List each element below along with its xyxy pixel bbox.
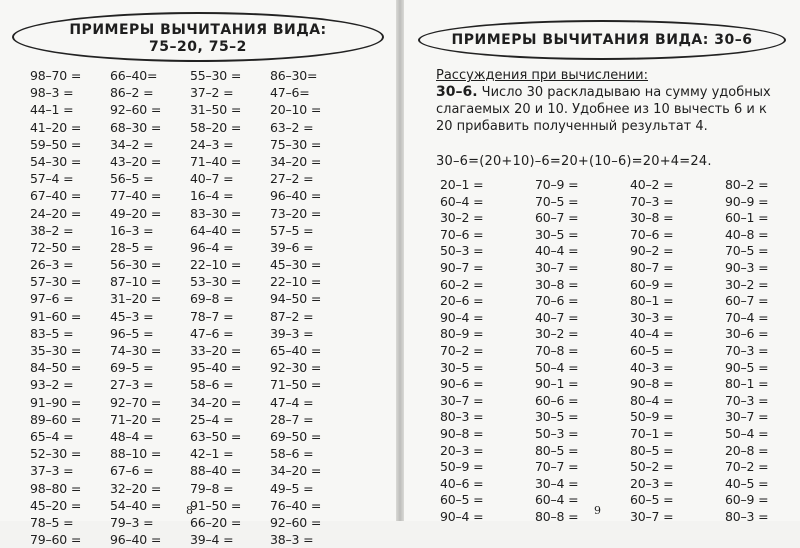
exercise-cell: 34–2 = <box>110 136 154 152</box>
exercise-cell: 40–4 = <box>630 326 674 342</box>
exercise-cell: 16–4 = <box>190 188 234 204</box>
exercise-cell: 40–3 = <box>630 359 674 375</box>
reasoning-paragraph <box>436 84 786 135</box>
exercise-cell: 24–20 = <box>30 205 82 221</box>
exercise-cell: 77–40 = <box>110 188 162 204</box>
exercise-cell: 90–6 = <box>440 376 484 392</box>
left-page-number: 8 <box>186 504 193 517</box>
exercise-cell: 50–9 = <box>440 459 484 475</box>
exercise-cell: 90–8 = <box>440 425 484 441</box>
exercise-cell: 30–7 = <box>725 409 769 425</box>
exercise-cell: 70–6 = <box>630 226 674 242</box>
exercise-cell: 88–40 = <box>190 463 242 479</box>
exercise-cell: 60–7 = <box>535 210 579 226</box>
exercise-cell: 90–8 = <box>630 376 674 392</box>
exercise-cell: 70–3 = <box>725 342 769 358</box>
exercise-cell: 34–20 = <box>270 153 322 169</box>
exercise-cell: 70–4 = <box>725 309 769 325</box>
exercise-cell: 43–20 = <box>110 153 162 169</box>
exercise-cell: 96–40 = <box>270 188 322 204</box>
exercise-cell: 80–3 = <box>725 508 769 524</box>
exercise-cell: 60–4 = <box>535 492 579 508</box>
exercise-cell: 47–6= <box>270 85 310 101</box>
left-page <box>0 0 396 548</box>
exercise-cell: 75–30 = <box>270 136 322 152</box>
exercise-cell: 80–1 = <box>630 293 674 309</box>
exercise-cell: 78–5 = <box>30 514 74 530</box>
exercise-cell: 40–5 = <box>725 475 769 491</box>
exercise-cell: 96–5 = <box>110 325 154 341</box>
exercise-cell: 45–30 = <box>270 257 322 273</box>
exercise-cell: 91–50 = <box>190 497 242 513</box>
exercise-cell: 70–5 = <box>535 193 579 209</box>
exercise-cell: 86–30= <box>270 68 318 83</box>
exercise-cell: 58–6 = <box>270 446 314 462</box>
left-title-oval <box>12 12 384 62</box>
exercise-cell: 40–2 = <box>630 177 674 192</box>
exercise-cell: 78–7 = <box>190 308 234 324</box>
exercise-cell: 58–20 = <box>190 119 242 135</box>
exercise-cell: 94–50 = <box>270 291 322 307</box>
exercise-cell: 16–3 = <box>110 222 154 238</box>
exercise-cell: 45–20 = <box>30 497 82 513</box>
exercise-cell: 40–8 = <box>725 226 769 242</box>
exercise-cell: 50–9 = <box>630 409 674 425</box>
exercise-cell: 38–2 = <box>30 222 74 238</box>
reasoning-example: 30–6. <box>436 84 478 100</box>
exercise-cell: 70–6 = <box>535 293 579 309</box>
exercise-cell: 60–5 = <box>440 492 484 508</box>
exercise-cell: 69–5 = <box>110 360 154 376</box>
exercise-cell: 22–10 = <box>190 257 242 273</box>
exercise-cell: 87–2 = <box>270 308 314 324</box>
exercise-cell: 80–4 = <box>630 392 674 408</box>
exercise-cell: 60–5 = <box>630 492 674 508</box>
exercise-cell: 47–4 = <box>270 394 314 410</box>
left-title-line2: 75–20, 75–2 <box>149 39 247 55</box>
exercise-cell: 73–20 = <box>270 205 322 221</box>
exercise-cell: 68–30 = <box>110 119 162 135</box>
exercise-cell: 90–4 = <box>440 508 484 524</box>
exercise-cell: 30–8 = <box>535 276 579 292</box>
exercise-cell: 69–8 = <box>190 291 234 307</box>
exercise-cell: 90–1 = <box>535 376 579 392</box>
exercise-cell: 33–20 = <box>190 343 242 358</box>
exercise-cell: 37–2 = <box>190 85 234 101</box>
exercise-cell: 92–30 = <box>270 360 322 376</box>
exercise-cell: 60–7 = <box>725 293 769 309</box>
exercise-cell: 30–8 = <box>630 210 674 226</box>
exercise-cell: 50–4 = <box>535 359 579 375</box>
exercise-cell: 98–80 = <box>30 480 82 496</box>
exercise-cell: 83–5 = <box>30 325 74 341</box>
exercise-cell: 80–5 = <box>630 442 674 458</box>
exercise-cell: 70–3 = <box>630 193 674 209</box>
exercise-cell: 70–9 = <box>535 177 579 192</box>
exercise-cell: 67–40 = <box>30 188 82 204</box>
exercise-cell: 70–2 = <box>725 459 769 475</box>
exercise-cell: 65–4 = <box>30 428 74 444</box>
exercise-cell: 70–2 = <box>440 342 484 358</box>
exercise-cell: 71–40 = <box>190 153 242 169</box>
exercise-cell: 27–2 = <box>270 171 314 187</box>
exercise-cell: 40–6 = <box>440 475 484 491</box>
exercise-cell: 49–20 = <box>110 205 162 221</box>
exercise-cell: 45–3 = <box>110 308 154 324</box>
exercise-cell: 70–3 = <box>725 392 769 408</box>
exercise-cell: 92–60 = <box>270 514 322 530</box>
exercise-cell: 71–20 = <box>110 411 162 427</box>
exercise-cell: 80–1 = <box>725 376 769 392</box>
exercise-cell: 20–3 = <box>440 442 484 458</box>
exercise-cell: 96–4 = <box>190 239 234 255</box>
exercise-cell: 90–9 = <box>725 193 769 209</box>
exercise-cell: 70–1 = <box>630 425 674 441</box>
exercise-cell: 52–30 = <box>30 446 82 462</box>
exercise-cell: 71–50 = <box>270 377 322 393</box>
exercise-cell: 42–1 = <box>190 446 234 462</box>
exercise-cell: 96–40 = <box>110 532 162 548</box>
exercise-cell: 79–8 = <box>190 480 234 496</box>
exercise-cell: 80–2 = <box>725 177 769 192</box>
exercise-cell: 98–70 = <box>30 68 82 83</box>
exercise-cell: 80–8 = <box>535 508 579 524</box>
exercise-cell: 63–2 = <box>270 119 314 135</box>
exercise-cell: 30–5 = <box>535 409 579 425</box>
exercise-cell: 20–3 = <box>630 475 674 491</box>
right-page <box>404 0 800 524</box>
exercise-cell: 53–30 = <box>190 274 242 290</box>
exercise-cell: 92–70 = <box>110 394 162 410</box>
exercise-cell: 70–7 = <box>535 459 579 475</box>
exercise-cell: 31–20 = <box>110 291 162 307</box>
exercise-cell: 34–20 = <box>190 394 242 410</box>
exercise-cell: 58–6 = <box>190 377 234 393</box>
exercise-cell: 87–10 = <box>110 274 162 290</box>
exercise-cell: 30–7 = <box>440 392 484 408</box>
exercise-cell: 30–7 = <box>630 508 674 524</box>
exercise-cell: 90–5 = <box>725 359 769 375</box>
exercise-cell: 50–2 = <box>630 459 674 475</box>
exercise-cell: 60–2 = <box>440 276 484 292</box>
exercise-cell: 69–50 = <box>270 428 322 444</box>
exercise-cell: 59–50 = <box>30 136 82 152</box>
right-title-oval <box>418 20 786 60</box>
exercise-cell: 80–3 = <box>440 409 484 425</box>
exercise-cell: 67–6 = <box>110 463 154 479</box>
exercise-cell: 30–5 = <box>535 226 579 242</box>
exercise-cell: 40–4 = <box>535 243 579 259</box>
reasoning-formula: 30–6=(20+10)–6=20+(10–6)=20+4=24. <box>436 154 712 169</box>
exercise-cell: 48–4 = <box>110 428 154 444</box>
exercise-cell: 60–6 = <box>535 392 579 408</box>
exercise-cell: 20–1 = <box>440 177 484 192</box>
exercise-cell: 54–40 = <box>110 497 162 513</box>
exercise-cell: 63–50 = <box>190 428 242 444</box>
exercise-cell: 95–40 = <box>190 360 242 376</box>
exercise-cell: 54–30 = <box>30 153 82 169</box>
reasoning-title: Рассуждения при вычислении: <box>436 68 649 83</box>
exercise-cell: 35–30 = <box>30 343 82 358</box>
exercise-cell: 57–30 = <box>30 274 82 290</box>
exercise-cell: 70–6 = <box>440 226 484 242</box>
exercise-cell: 47–6 = <box>190 325 234 341</box>
exercise-cell: 93–2 = <box>30 377 74 393</box>
exercise-cell: 60–1 = <box>725 210 769 226</box>
exercise-cell: 56–5 = <box>110 171 154 187</box>
exercise-cell: 49–5 = <box>270 480 314 496</box>
exercise-cell: 40–7 = <box>190 171 234 187</box>
exercise-cell: 90–7 = <box>440 259 484 275</box>
exercise-cell: 76–40 = <box>270 497 322 513</box>
exercise-cell: 66–40= <box>110 68 158 83</box>
book-gutter <box>396 0 404 521</box>
left-exercise-grid <box>30 67 350 548</box>
exercise-cell: 91–60 = <box>30 308 82 324</box>
exercise-cell: 72–50 = <box>30 239 82 255</box>
exercise-cell: 66–20 = <box>190 514 242 530</box>
exercise-cell: 70–8 = <box>535 342 579 358</box>
exercise-cell: 86–2 = <box>110 85 154 101</box>
exercise-cell: 20–6 = <box>440 293 484 309</box>
exercise-cell: 98–3 = <box>30 85 74 101</box>
exercise-cell: 20–8 = <box>725 442 769 458</box>
exercise-cell: 39–6 = <box>270 239 314 255</box>
exercise-cell: 26–3 = <box>30 257 74 273</box>
exercise-cell: 50–3 = <box>440 243 484 259</box>
exercise-cell: 79–3 = <box>110 514 154 530</box>
exercise-cell: 25–4 = <box>190 411 234 427</box>
exercise-cell: 70–5 = <box>725 243 769 259</box>
exercise-cell: 31–50 = <box>190 102 242 118</box>
exercise-cell: 90–4 = <box>440 309 484 325</box>
exercise-cell: 30–4 = <box>535 475 579 491</box>
exercise-cell: 30–2 = <box>440 210 484 226</box>
exercise-cell: 30–2 = <box>535 326 579 342</box>
exercise-cell: 24–3 = <box>190 136 234 152</box>
exercise-cell: 28–7 = <box>270 411 314 427</box>
exercise-cell: 60–9 = <box>725 492 769 508</box>
exercise-cell: 41–20 = <box>30 119 82 135</box>
exercise-cell: 83–30 = <box>190 205 242 221</box>
right-exercise-grid <box>440 177 800 525</box>
exercise-cell: 64–40 = <box>190 222 242 238</box>
exercise-cell: 30–2 = <box>725 276 769 292</box>
left-title-line1: ПРИМЕРЫ ВЫЧИТАНИЯ ВИДА: <box>69 22 327 38</box>
exercise-cell: 91–90 = <box>30 394 82 410</box>
exercise-cell: 79–60 = <box>30 532 82 548</box>
exercise-cell: 84–50 = <box>30 360 82 376</box>
exercise-cell: 57–5 = <box>270 222 314 238</box>
exercise-cell: 92–60 = <box>110 102 162 118</box>
exercise-cell: 80–7 = <box>630 259 674 275</box>
exercise-cell: 55–30 = <box>190 68 242 83</box>
exercise-cell: 40–7 = <box>535 309 579 325</box>
exercise-cell: 80–9 = <box>440 326 484 342</box>
exercise-cell: 22–10 = <box>270 274 322 290</box>
exercise-cell: 20–10 = <box>270 102 322 118</box>
exercise-cell: 97–6 = <box>30 291 74 307</box>
exercise-cell: 88–10 = <box>110 446 162 462</box>
exercise-cell: 60–9 = <box>630 276 674 292</box>
exercise-cell: 50–3 = <box>535 425 579 441</box>
exercise-cell: 56–30 = <box>110 257 162 273</box>
exercise-cell: 39–4 = <box>190 532 234 548</box>
exercise-cell: 60–5 = <box>630 342 674 358</box>
exercise-cell: 32–20 = <box>110 480 162 496</box>
exercise-cell: 28–5 = <box>110 239 154 255</box>
exercise-cell: 34–20 = <box>270 463 322 479</box>
right-title: ПРИМЕРЫ ВЫЧИТАНИЯ ВИДА: 30–6 <box>451 32 753 48</box>
exercise-cell: 39–3 = <box>270 325 314 341</box>
exercise-cell: 60–4 = <box>440 193 484 209</box>
exercise-cell: 30–3 = <box>630 309 674 325</box>
exercise-cell: 80–5 = <box>535 442 579 458</box>
reasoning-text: Число 30 раскладываю на сумму удобных слагаемых 20 и 10. Удобнее из 10 вычесть 6 и к 20 прибавить полученный результат 4. <box>436 85 771 134</box>
exercise-cell: 37–3 = <box>30 463 74 479</box>
exercise-cell: 90–3 = <box>725 259 769 275</box>
exercise-cell: 90–2 = <box>630 243 674 259</box>
right-page-number: 9 <box>594 504 601 517</box>
exercise-cell: 74–30 = <box>110 343 162 358</box>
exercise-cell: 38–3 = <box>270 532 314 548</box>
exercise-cell: 30–7 = <box>535 259 579 275</box>
exercise-cell: 65–40 = <box>270 343 322 358</box>
exercise-cell: 30–5 = <box>440 359 484 375</box>
exercise-cell: 57–4 = <box>30 171 74 187</box>
exercise-cell: 50–4 = <box>725 425 769 441</box>
exercise-cell: 27–3 = <box>110 377 154 393</box>
exercise-cell: 30–6 = <box>725 326 769 342</box>
exercise-cell: 44–1 = <box>30 102 74 118</box>
exercise-cell: 89–60 = <box>30 411 82 427</box>
